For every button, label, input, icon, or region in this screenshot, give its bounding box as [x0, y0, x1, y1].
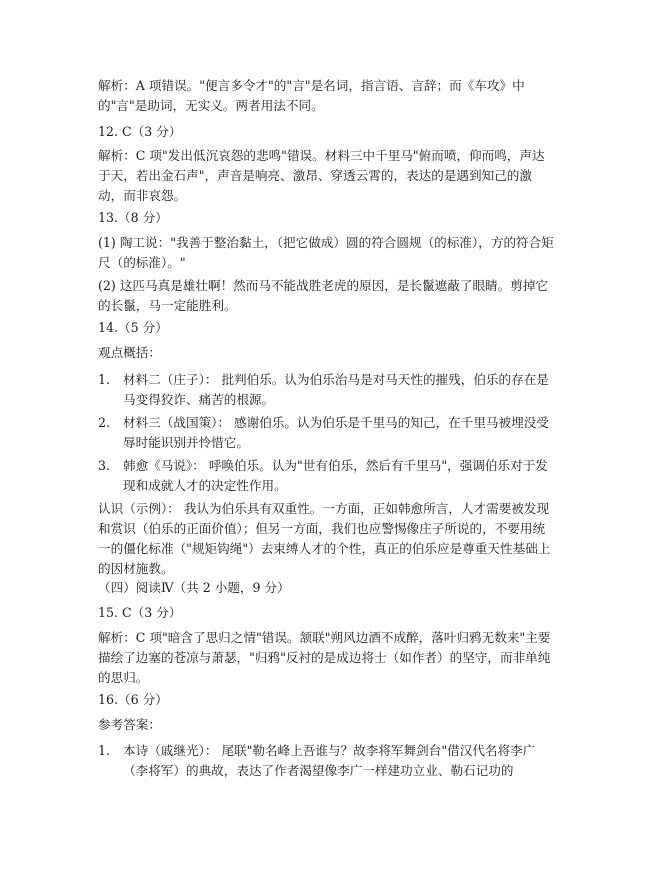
understanding-example: 认识（示例）： 我认为伯乐具有双重性。一方面，正如韩愈所言，人才需要被发现和赏识（伯乐的正面价值）；但另一方面，我们也应警惕像庄子所说的，不要用统一的僵化标准（"规矩钩绳"）去束缚人才的个性，真正的伯乐应是尊重天性基础上的因材施教。 [98, 501, 551, 576]
analysis-11: 解析：A 项错误。"便言多令才"的"言"是名词，指言语、言辞；而《车攻》中的"言"是助词，无实义。两者用法不同。 [98, 78, 525, 113]
answer-13-1: (1) 陶工说："我善于整治黏土，（把它做成）圆的符合圆规（的标准），方的符合矩尺（的标准）。" [98, 235, 554, 270]
list-item-number: 1. [98, 372, 111, 387]
answer-12: 12. C（3 分） [98, 124, 182, 139]
list-item-text: 材料三（战国策）： 感谢伯乐。认为伯乐是千里马的知己，在千里马被埋没受辱时能识别并怜惜它。 [123, 415, 549, 450]
list-item-text: 本诗（戚继光）： 尾联"勒名峰上吾谁与？故李将军舞剑台"借汉代名将李广（李将军）的典故，表达了作者渴望像李广一样建功立业、勒石记功的 [123, 743, 536, 778]
list-item-number: 3. [98, 458, 111, 473]
analysis-15: 解析：C 项"暗含了思归之情"错误。颔联"朔风边酒不成醉，落叶归鸦无数来"主要描绘了边塞的苍凉与萧瑟，"归鸦"反衬的是成边将士（如作者）的坚守，而非单纯的思归。 [98, 630, 551, 685]
list-item-number: 2. [98, 415, 111, 430]
list-item-text: 材料二（庄子）： 批判伯乐。认为伯乐治马是对马天性的摧残，伯乐的存在是马变得狡诈、痛苦的根源。 [123, 372, 549, 407]
question-16-header: 16.（6 分） [98, 692, 168, 707]
list-item-text: 韩愈《马说》： 呼唤伯乐。认为"世有伯乐，然后有千里马"，强调伯乐对于发现和成就人才的决定性作用。 [123, 458, 548, 493]
section-4-header: （四）阅读Ⅳ（共 2 小题，9 分） [98, 580, 290, 595]
reference-answer-label: 参考答案： [98, 717, 161, 732]
viewpoint-summary-label: 观点概括： [98, 345, 161, 360]
list-item-number: 1. [98, 743, 111, 758]
question-14-header: 14.（5 分） [98, 320, 168, 335]
answer-15: 15. C（3 分） [98, 605, 182, 620]
answer-13-2: (2) 这匹马真是雄壮啊！然而马不能战胜老虎的原因，是长鬣遮蔽了眼睛。剪掉它的长鬣，马一定能胜利。 [98, 278, 549, 313]
analysis-12: 解析：C 项"发出低沉哀怨的悲鸣"错误。材料三中千里马"俯而喷，仰而鸣，声达于天，若出金石声"，声音是响亮、激昂、穿透云霄的，表达的是遇到知己的激动，而非哀怨。 [98, 148, 545, 203]
question-13-header: 13.（8 分） [98, 210, 168, 225]
